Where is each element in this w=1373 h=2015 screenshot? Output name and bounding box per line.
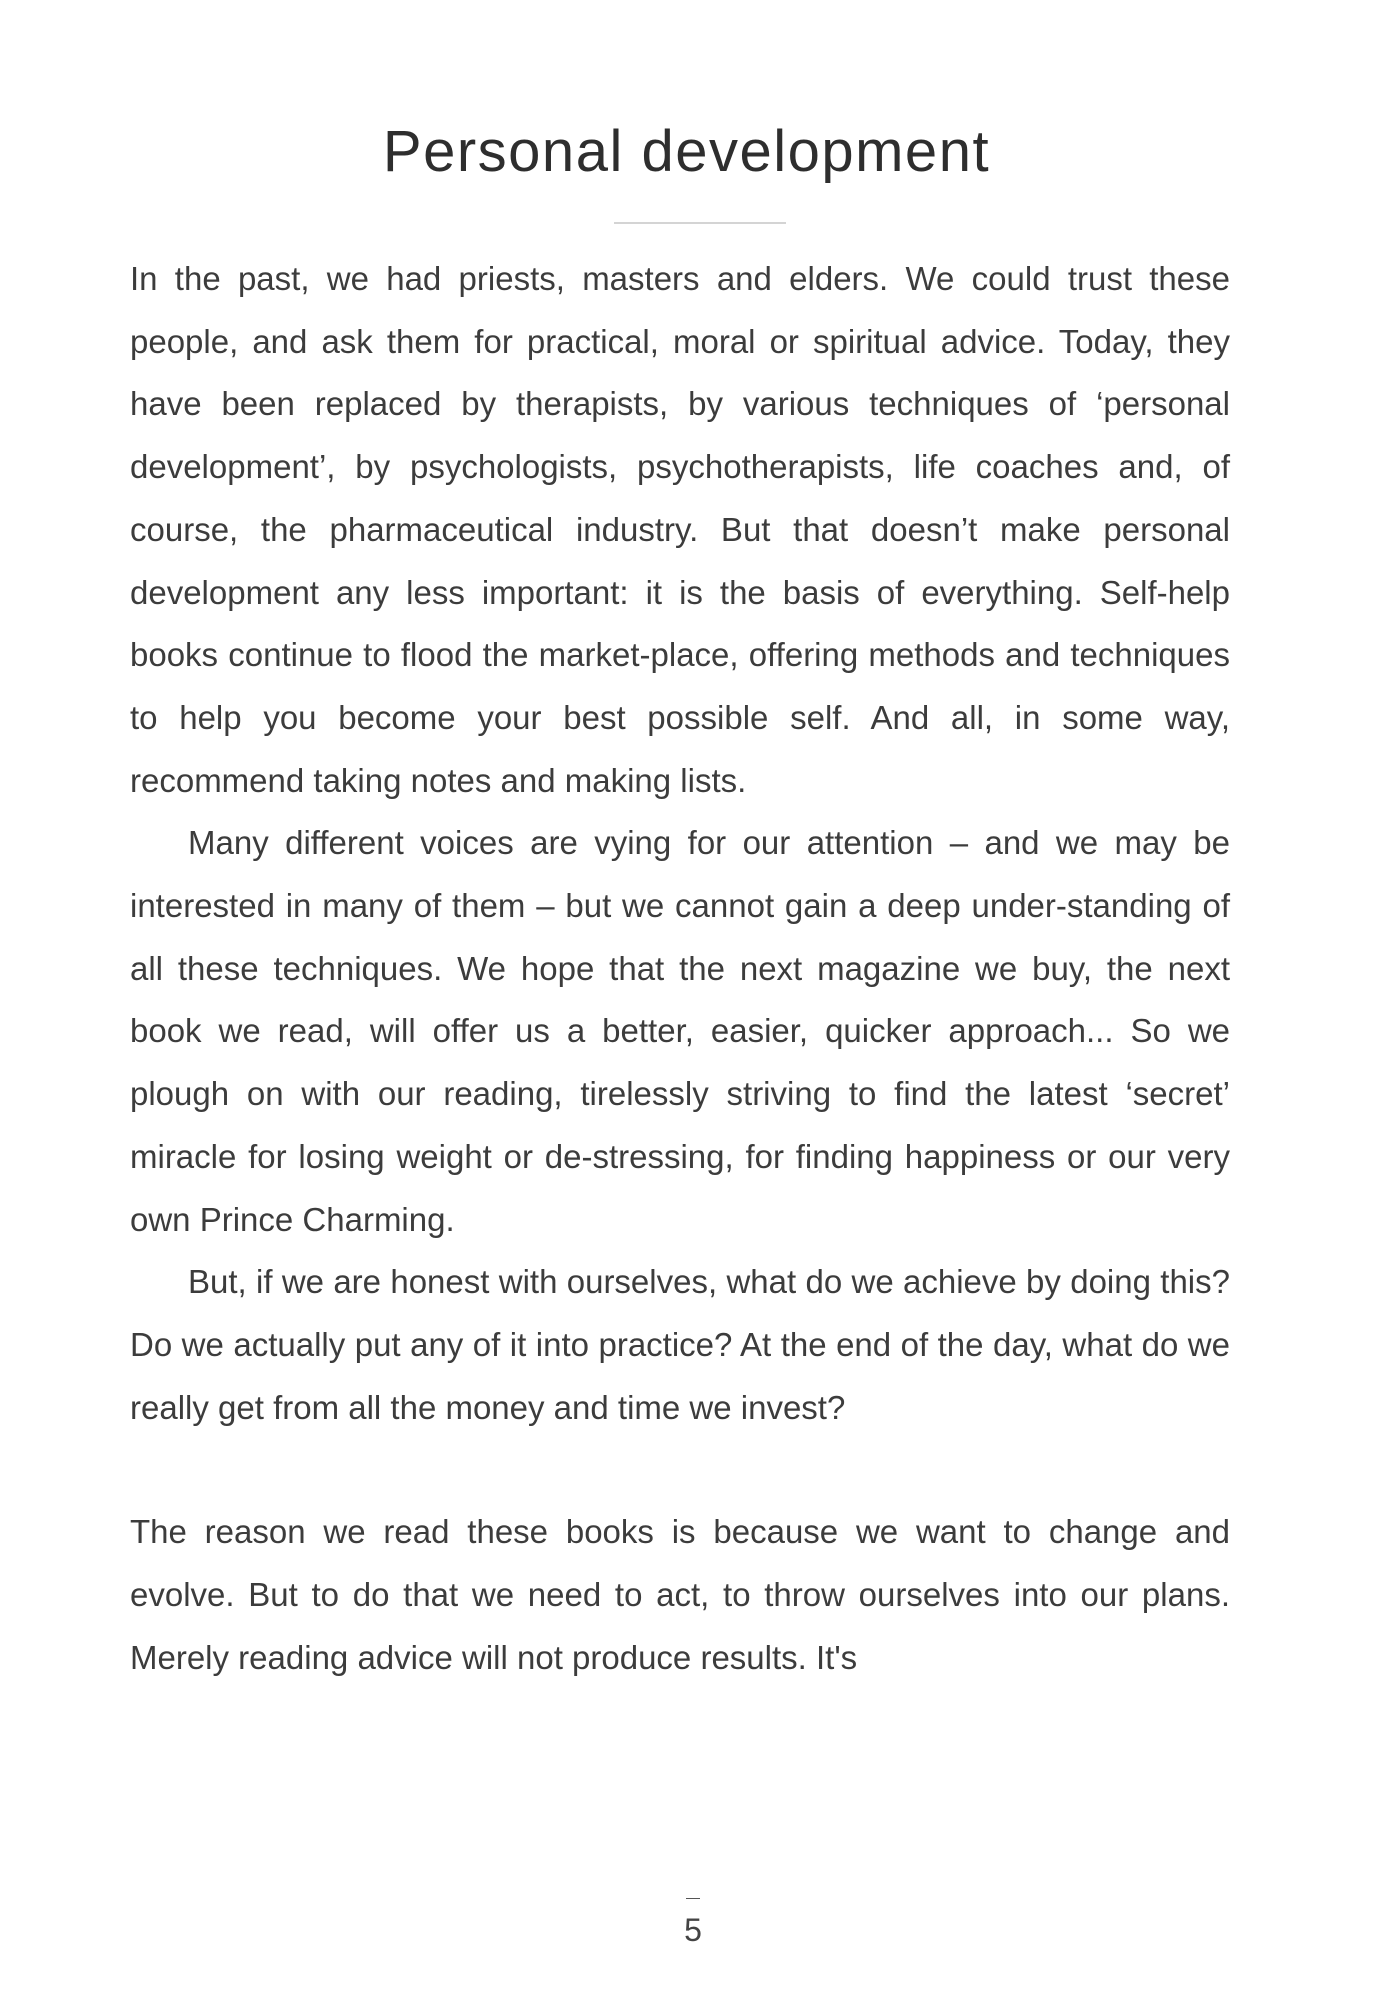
page-number-dash — [686, 1898, 700, 1899]
body-text — [130, 248, 1230, 1689]
paragraph-2: Many different voices are vying for our attention – and we may be interested in many of them – but we cannot gain a deep under-standing of all these techniques. We hope that the next magazine we buy, the next book we read, will offer us a better, easier, quicker approach... So we plough on with our reading, tirelessly striving to find the latest ‘secret’ miracle for losing weight or de-stressing, for finding happiness or our very own Prince Charming. — [130, 824, 1230, 1238]
paragraph-4: The reason we read these books is because we want to change and evolve. But to do that we need to act, to throw ourselves into our plans. Merely reading advice will not produce results. It's — [130, 1513, 1230, 1676]
paragraph-1: In the past, we had priests, masters and elders. We could trust these people, and ask them for practical, moral or spiritual advice. Today, they have been replaced by therapists, by various techniques of ‘personal development’, by psychologists, psychotherapists, life coaches and, of course, the pharmaceutical industry. But that doesn’t make personal development any less important: it is the basis of everything. Self-help books continue to flood the market-place, offering methods and techniques to help you become your best possible self. And all, in some way, recommend taking notes and making lists. — [130, 260, 1230, 799]
page-number: 5 — [684, 1912, 702, 1948]
title-divider — [614, 222, 786, 224]
paragraph-3: But, if we are honest with ourselves, what do we achieve by doing this? Do we actually put any of it into practice? At the end of the day, what do we really get from all the money and time we invest? — [130, 1263, 1230, 1426]
section-break — [130, 1439, 1230, 1501]
page-title: Personal development — [382, 119, 991, 184]
